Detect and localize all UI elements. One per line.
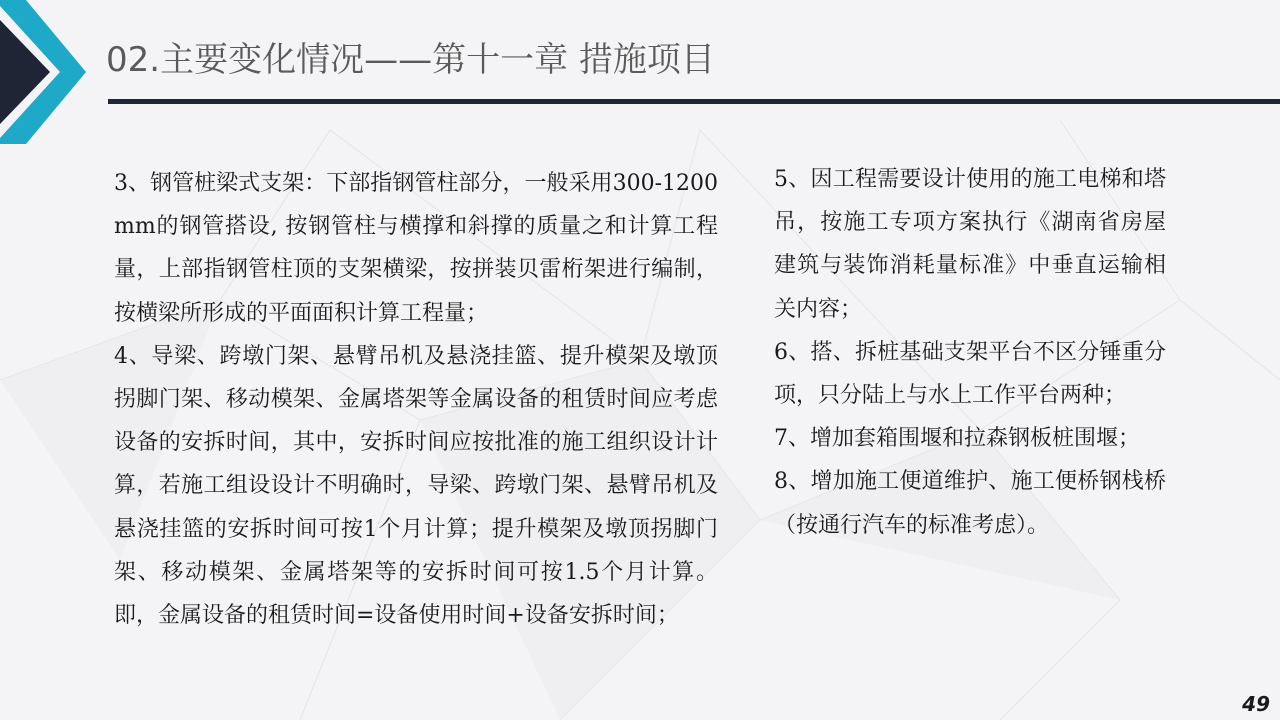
paragraph-item-4: 4、导梁、跨墩门架、悬臂吊机及悬浇挂篮、提升模架及墩顶拐脚门架、移动模架、金属塔架等金属设备的租赁时间应考虑设备的安拆时间，其中，安拆时间应按批准的施工组织设计计算，若施工组设设计不明确时，导梁、跨墩门架、悬臂吊机及悬浇挂篮的安拆时间可按1个月计算；提升模架及墩顶拐脚门架、移动模架、金属塔架等的安拆时间可按1.5个月计算。即，金属设备的租赁时间=设备使用时间+设备安拆时间；	[114, 343, 718, 629]
left-text-column	[114, 162, 718, 637]
paragraph-item-8: 8、增加施工便道维护、施工便桥钢栈桥（按通行汽车的标准考虑）。	[774, 469, 1166, 538]
paragraph-item-7: 7、增加套箱围堰和拉森钢板桩围堰；	[774, 426, 1140, 452]
page-number: 49	[1242, 692, 1270, 716]
paragraph-item-6: 6、搭、拆桩基础支架平台不区分锤重分项，只分陆上与水上工作平台两种；	[774, 339, 1166, 409]
right-text-column	[774, 158, 1166, 547]
paragraph-item-3: 3、钢管桩梁式支架：下部指钢管柱部分，一般采用300-1200mm的钢管搭设, 按钢管柱与横撑和斜撑的质量之和计算工程量，上部指钢管柱顶的支架横梁，按拼装贝雷桁架进行编制，按横梁所形成的平面面积计算工程量；	[114, 171, 718, 326]
title-underline	[108, 99, 1280, 104]
page-title: 02.主要变化情况——第十一章 措施项目	[106, 40, 715, 80]
corner-arrow-decoration	[0, 0, 100, 160]
paragraph-item-5: 5、因工程需要设计使用的施工电梯和塔吊，按施工专项方案执行《湖南省房屋建筑与装饰消耗量标准》中垂直运输相关内容；	[774, 167, 1166, 322]
